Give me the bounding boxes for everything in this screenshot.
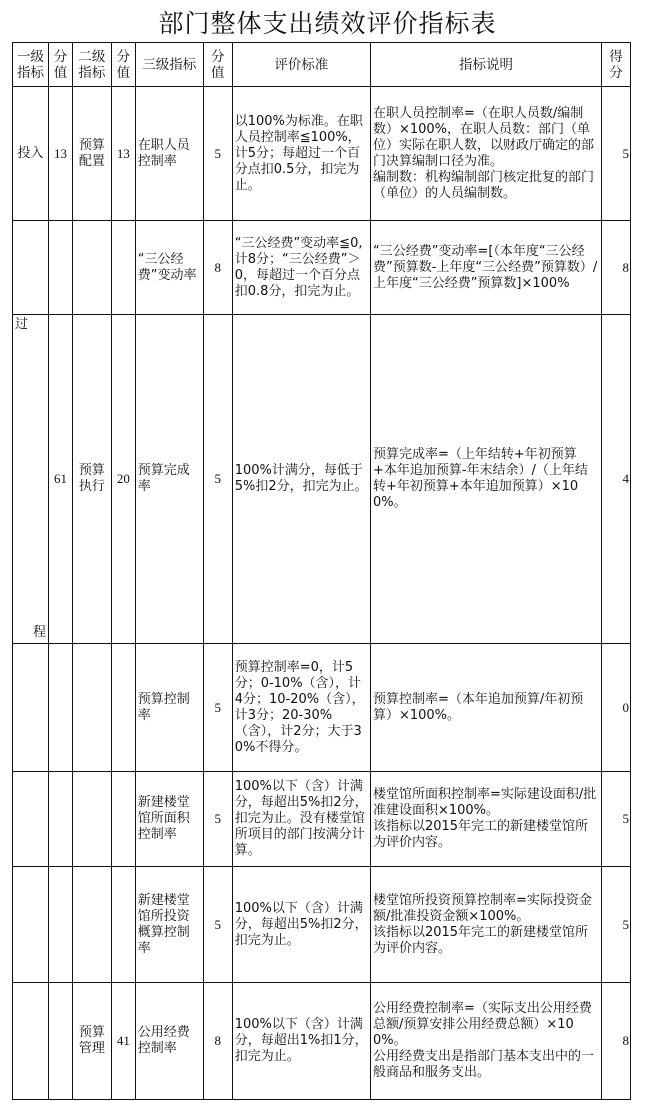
score-obtained: 5 bbox=[602, 772, 631, 867]
level1-score: 13 bbox=[49, 87, 73, 221]
level3-points: 5 bbox=[203, 87, 232, 221]
empty-cell bbox=[13, 983, 49, 1100]
empty-cell bbox=[13, 772, 49, 867]
header-cell: 评价标准 bbox=[232, 43, 370, 87]
header-cell: 三级指标 bbox=[135, 43, 203, 87]
score-obtained: 8 bbox=[602, 221, 631, 315]
header-cell: 指标说明 bbox=[370, 43, 601, 87]
level3-name: 预算完成率 bbox=[135, 315, 203, 644]
table-row bbox=[13, 315, 631, 644]
empty-cell bbox=[49, 867, 73, 983]
empty-cell bbox=[112, 644, 136, 772]
empty-cell bbox=[112, 221, 136, 315]
table-row bbox=[13, 772, 631, 867]
indicator-description: 在职人员控制率=（在职人员数/编制数）×100%，在职人员数：部门（单位）实际在职人数，以财政厅确定的部门决算编制口径为准。 编制数：机构编制部门核定批复的部门（单位）的人员编制数。 bbox=[370, 87, 601, 221]
empty-cell bbox=[49, 221, 73, 315]
indicator-table bbox=[12, 42, 631, 1100]
level3-name: 新建楼堂馆所面积控制率 bbox=[135, 772, 203, 867]
empty-cell bbox=[72, 644, 111, 772]
header-cell: 分值 bbox=[203, 43, 232, 87]
empty-cell bbox=[112, 772, 136, 867]
evaluation-standard: 100%以下（含）计满分，每超出5%扣2分，扣完为止。 bbox=[232, 867, 370, 983]
table-row bbox=[13, 867, 631, 983]
level1-name: 投入 bbox=[13, 87, 49, 221]
indicator-description: 预算完成率=（上年结转+年初预算+本年追加预算-年末结余）/（上年结转+年初预算+本年追加预算）×100%。 bbox=[370, 315, 601, 644]
header-cell: 分值 bbox=[49, 43, 73, 87]
score-obtained: 5 bbox=[602, 87, 631, 221]
level3-points: 8 bbox=[203, 983, 232, 1100]
level2-score: 13 bbox=[112, 87, 136, 221]
header-cell: 分值 bbox=[112, 43, 136, 87]
empty-cell bbox=[49, 983, 73, 1100]
header-row bbox=[13, 43, 631, 87]
level3-name: 预算控制率 bbox=[135, 644, 203, 772]
empty-cell bbox=[13, 867, 49, 983]
header-cell: 二级指标 bbox=[72, 43, 111, 87]
level3-name: 在职人员控制率 bbox=[135, 87, 203, 221]
table-row bbox=[13, 983, 631, 1100]
evaluation-standard: 100%以下（含）计满分，每超出1%扣1分，扣完为止。 bbox=[232, 983, 370, 1100]
table-row bbox=[13, 87, 631, 221]
evaluation-standard: 预算控制率=0，计5分；0-10%（含），计4分；10-20%（含），计3分；20-30%（含），计2分；大于30%不得分。 bbox=[232, 644, 370, 772]
score-obtained: 5 bbox=[602, 867, 631, 983]
level1-name-bottom: 程 bbox=[33, 625, 47, 640]
indicator-description: 楼堂馆所投资预算控制率=实际投资金额/批准投资金额×100%。 该指标以2015年完工的新建楼堂馆所为评价内容。 bbox=[370, 867, 601, 983]
empty-cell bbox=[72, 221, 111, 315]
level3-points: 5 bbox=[203, 772, 232, 867]
score-obtained: 8 bbox=[602, 983, 631, 1100]
level1-name-cell bbox=[13, 315, 49, 644]
level2-name: 预算管理 bbox=[72, 983, 111, 1100]
empty-cell bbox=[72, 867, 111, 983]
evaluation-standard: 以100%为标准。在职人员控制率≦100%，计5分；每超过一个百分点扣0.5分，扣完为止。 bbox=[232, 87, 370, 221]
level2-score: 41 bbox=[112, 983, 136, 1100]
evaluation-standard: 100%以下（含）计满分，每超出5%扣2分，扣完为止。没有楼堂馆所项目的部门按满分计算。 bbox=[232, 772, 370, 867]
empty-cell bbox=[72, 772, 111, 867]
empty-cell bbox=[49, 772, 73, 867]
indicator-description: 预算控制率=（本年追加预算/年初预算）×100%。 bbox=[370, 644, 601, 772]
level3-points: 5 bbox=[203, 315, 232, 644]
empty-cell bbox=[112, 867, 136, 983]
evaluation-standard: “三公经费”变动率≦0,计8分；“三公经费”＞0，每超过一个百分点扣0.8分，扣完为止。 bbox=[232, 221, 370, 315]
level3-name: “三公经费”变动率 bbox=[135, 221, 203, 315]
indicator-description: “三公经费”变动率=[（本年度“三公经费”预算数-上年度“三公经费”预算数）/上年度“三公经费”预算数]×100% bbox=[370, 221, 601, 315]
level2-name: 预算配置 bbox=[72, 87, 111, 221]
empty-cell bbox=[49, 644, 73, 772]
level3-points: 5 bbox=[203, 644, 232, 772]
level3-points: 8 bbox=[203, 221, 232, 315]
evaluation-standard: 100%计满分，每低于5%扣2分，扣完为止。 bbox=[232, 315, 370, 644]
empty-cell bbox=[13, 644, 49, 772]
page-title: 部门整体支出绩效评价指标表 bbox=[158, 9, 497, 38]
level2-name: 预算执行 bbox=[72, 315, 111, 644]
level3-points: 5 bbox=[203, 867, 232, 983]
level3-name: 公用经费控制率 bbox=[135, 983, 203, 1100]
score-obtained: 0 bbox=[602, 644, 631, 772]
level2-score: 20 bbox=[112, 315, 136, 644]
empty-cell bbox=[13, 221, 49, 315]
score-obtained: 4 bbox=[602, 315, 631, 644]
level3-name: 新建楼堂馆所投资概算控制率 bbox=[135, 867, 203, 983]
table-row bbox=[13, 221, 631, 315]
indicator-description: 楼堂馆所面积控制率=实际建设面积/批准建设面积×100%。 该指标以2015年完工的新建楼堂馆所为评价内容。 bbox=[370, 772, 601, 867]
table-row bbox=[13, 644, 631, 772]
level1-name-top: 过 bbox=[15, 317, 29, 332]
indicator-description: 公用经费控制率=（实际支出公用经费总额/预算安排公用经费总额）×100%。 公用经费支出是指部门基本支出中的一般商品和服务支出。 bbox=[370, 983, 601, 1100]
header-cell: 得分 bbox=[602, 43, 631, 87]
level1-score: 61 bbox=[49, 315, 73, 644]
header-cell: 一级指标 bbox=[13, 43, 49, 87]
